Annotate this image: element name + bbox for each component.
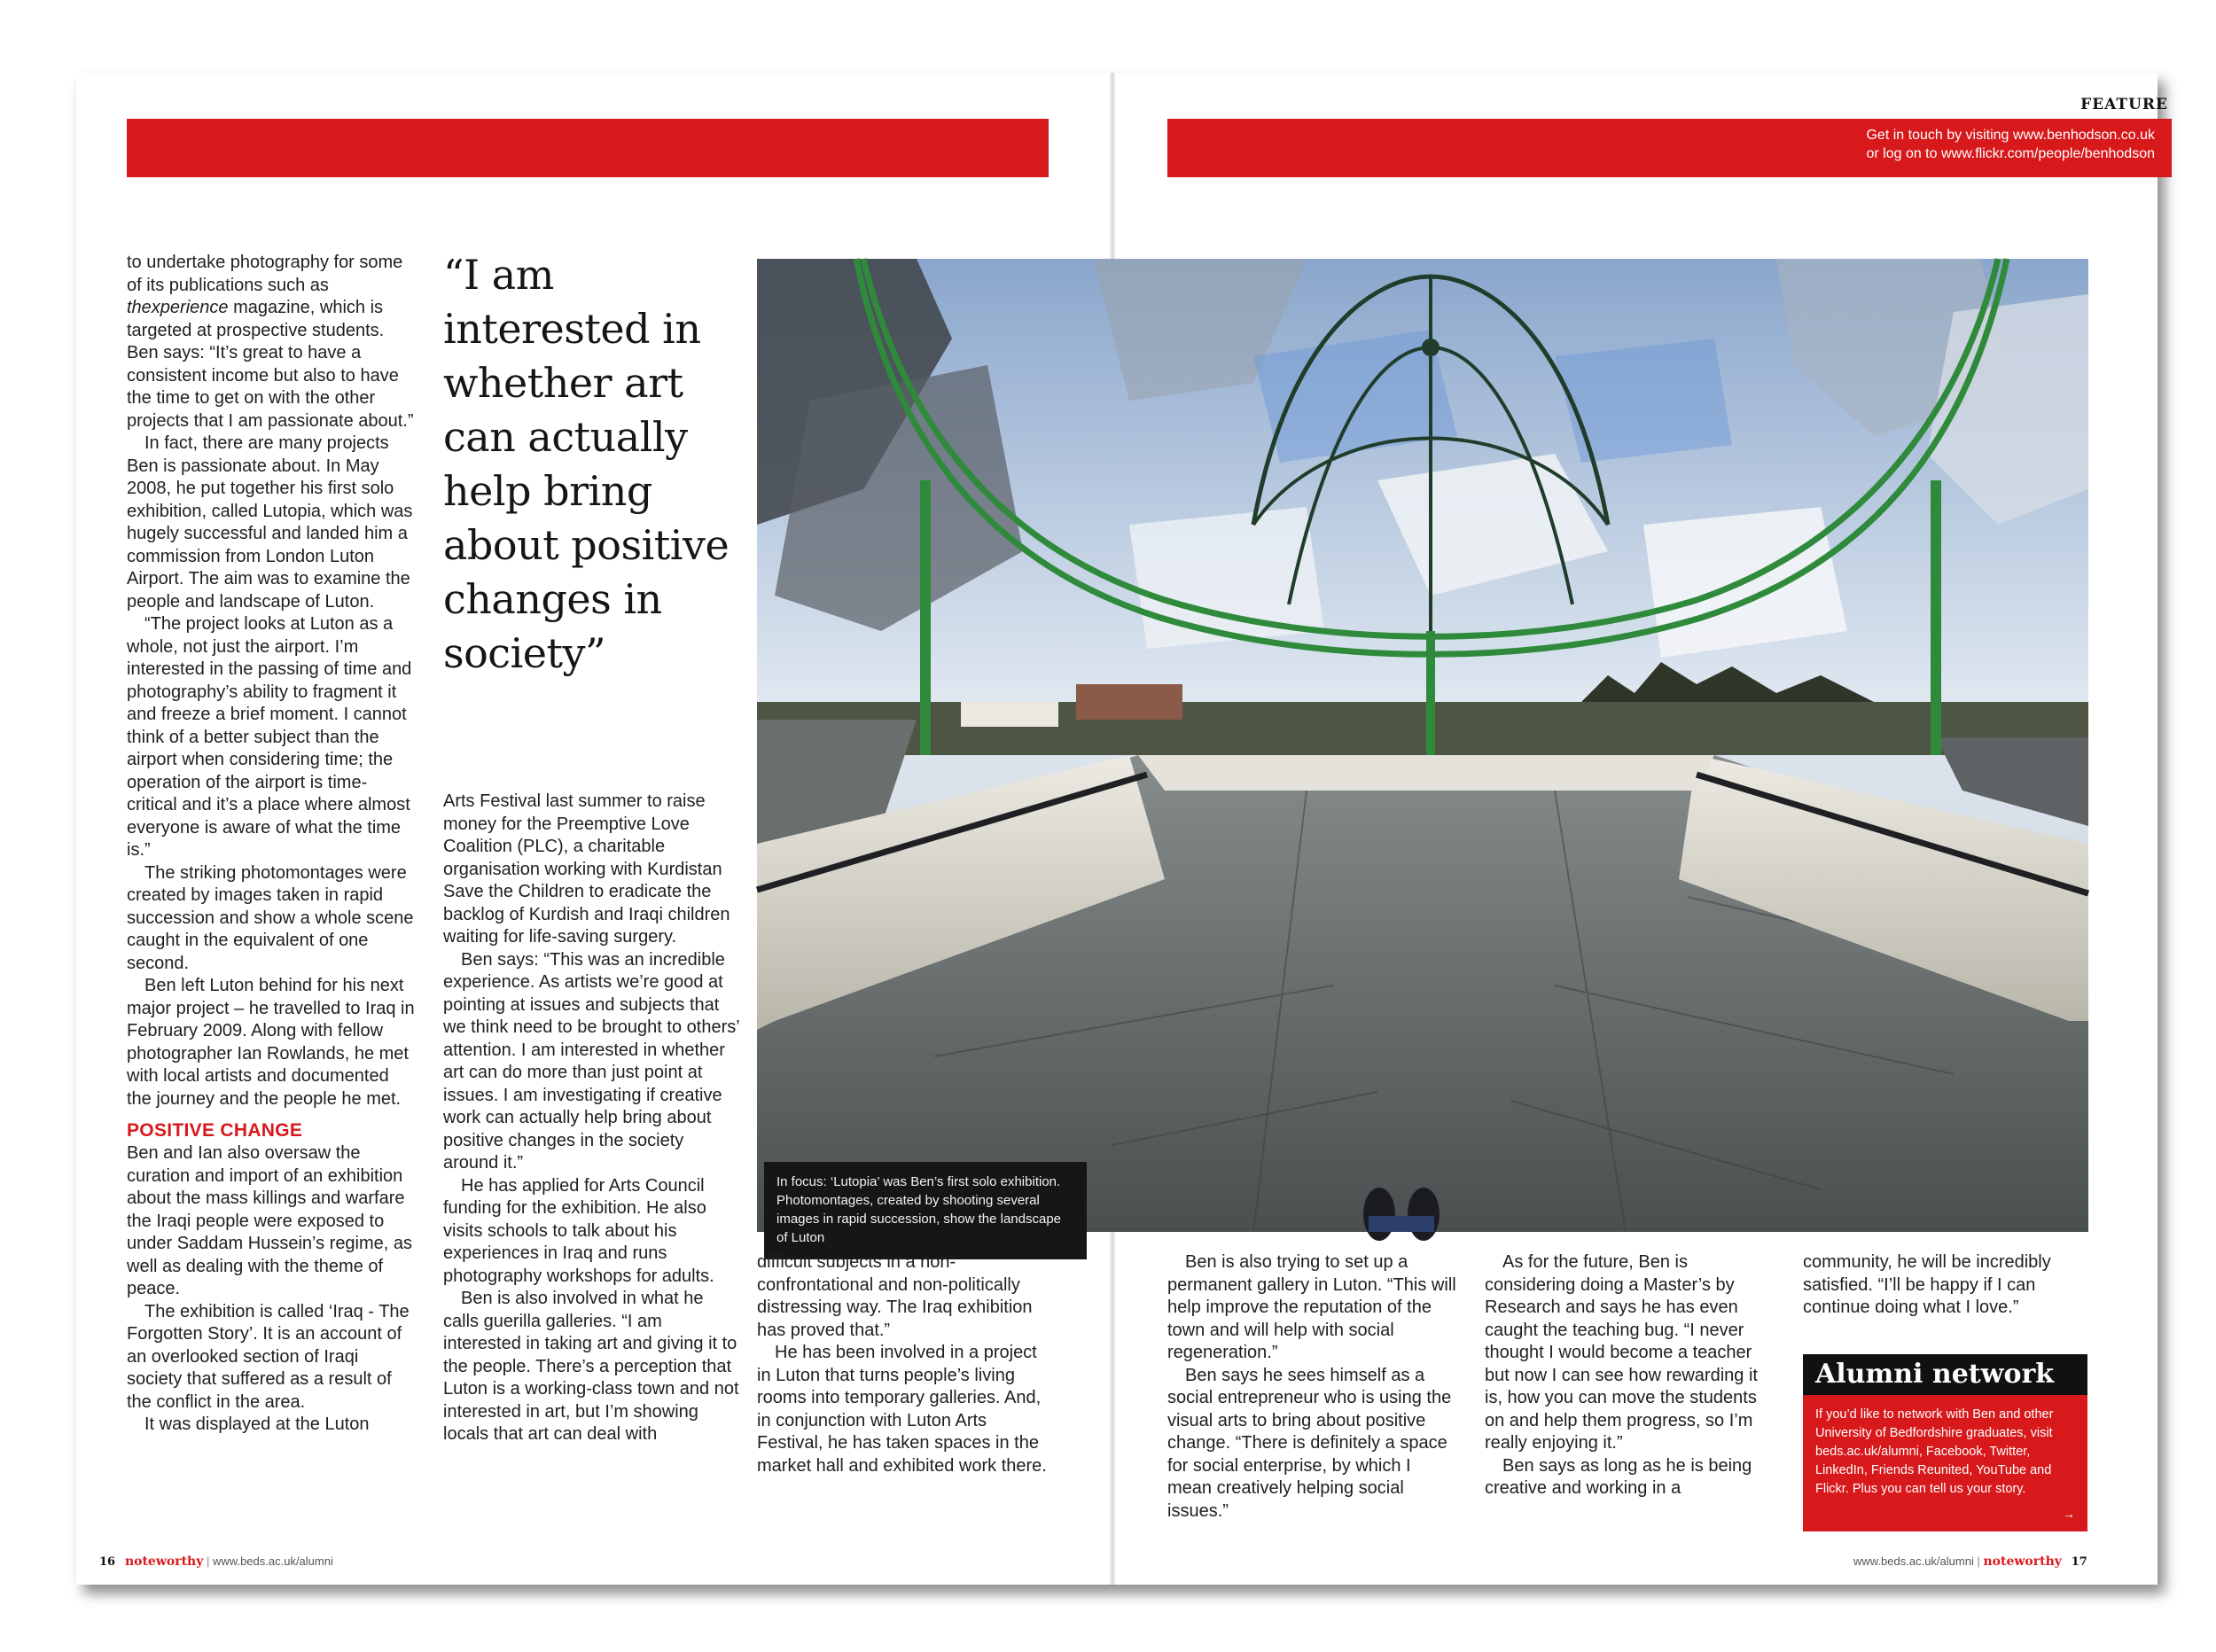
left-header-bar	[127, 119, 1049, 177]
photomontage-graphic	[757, 259, 2088, 1232]
contact-line-1[interactable]: Get in touch by visiting www.benhodson.co.uk	[1866, 128, 2155, 143]
paragraph: As for the future, Ben is considering doing a Master’s by Research and says he has even caught the teaching bug. “I never thought I would become a teacher but now I can see how rewarding it is, how you can move the students on and help them progress, so I’m really enjoying it.”	[1485, 1252, 1758, 1453]
paragraph: Ben says as long as he is being creative and working in a	[1485, 1455, 1752, 1498]
paragraph: Ben and Ian also oversaw the curation and import of an exhibition about the mass killings and warfare the Iraqi people were exposed to under Saddam Hussein’s regime, as well as dealing with the theme of peace.	[127, 1143, 413, 1298]
paragraph: In fact, there are many projects Ben is passionate about. In May 2008, he put together his first solo exhibition, called Lutopia, which was hugely successful and landed him a commission from London Luton Airport. The aim was to examine the people and landscape of Luton.	[127, 433, 413, 612]
alumni-network-body: If you’d like to network with Ben and other University of Bedfordshire graduates, visit beds.ac.uk/alumni, Facebook, Twitter, LinkedIn, Friends Reunited, YouTube and Flickr. Plus you can tell us your story.	[1815, 1407, 2054, 1496]
lutopia-photomontage	[757, 259, 2088, 1245]
contact-line-2[interactable]: or log on to www.flickr.com/people/benhodson	[1866, 146, 2155, 161]
paragraph: “The project looks at Luton as a whole, not just the airport. I’m interested in the passing of time and photography’s ability to fragment it and freeze a brief moment. I cannot think of a better subject than the airport when considering time; the operation of the airport is time-critical and it’s a place where almost everyone is aware of what the time is.”	[127, 614, 412, 860]
magazine-title: thexperience	[127, 298, 229, 317]
building	[1076, 684, 1182, 720]
separator: |	[1977, 1555, 1980, 1568]
left-url[interactable]: www.beds.ac.uk/alumni	[213, 1555, 333, 1568]
article-column-4	[1167, 1251, 1460, 1523]
paragraph: community, he will be incredibly satisfied. “I’ll be happy if I can continue doing what I love.”	[1803, 1252, 2051, 1317]
paragraph: Ben left Luton behind for his next major project – he travelled to Iraq in February 2009. Along with fellow photographer Ian Rowlands, he met with local artists and documented the journey and the people he met.	[127, 976, 415, 1109]
text-run: magazine, which is targeted at prospective students. Ben says: “It’s great to have a consistent income but also to have the time to get on with the other projects that I am passionate about.”	[127, 298, 414, 431]
section-label: FEATURE	[2080, 96, 2168, 113]
paragraph: He has been involved in a project in Luton that turns people’s living rooms into temporary galleries. And, in conjunction with Luton Arts Festival, he has taken spaces in the market hall and exhibited work there.	[757, 1343, 1047, 1476]
pull-quote: “I am interested in whether art can actually help bring about positive changes in society”	[443, 251, 730, 677]
paragraph: Ben is also trying to set up a permanent gallery in Luton. “This will help improve the reputation of the town and will help with social regeneration.”	[1167, 1252, 1456, 1362]
contact-info	[1760, 126, 2155, 163]
article-column-3	[757, 1251, 1054, 1477]
arrow-right-icon: →	[2063, 1507, 2075, 1521]
left-brand: noteworthy	[124, 1555, 204, 1569]
far-wall	[1138, 755, 1714, 791]
article-column-2	[443, 791, 740, 1446]
article-column-5	[1485, 1251, 1777, 1500]
paragraph: The exhibition is called ‘Iraq - The Forgotten Story’. It is an account of an overlooked section of Iraqi society that suffered as a result of the conflict in the area.	[127, 1301, 410, 1412]
right-footer	[1853, 1555, 2087, 1569]
paragraph: Ben says: “This was an incredible experience. As artists we’re good at pointing at issues and subjects that we think need to be brought to others’ attention. I am interested in whether art can do more than just point at issues. I am investigating if creative work can actually help bring about positive changes in the society around it.”	[443, 949, 739, 1173]
paragraph: He has applied for Arts Council funding for the exhibition. He also visits schools to talk about his experiences in Iraq and runs photography workshops for adults.	[443, 1175, 714, 1286]
alumni-network-box	[1803, 1354, 2087, 1531]
paragraph: Ben is also involved in what he calls guerilla galleries. “I am interested in taking art and giving it to the people. There’s a perception that Luton is a working-class town and not interested in art, but I’m showing locals that art can deal with	[443, 1289, 739, 1444]
paragraph: difficult subjects in a non-confrontational and non-politically distressing way. The Iraq exhibition has proved that.”	[757, 1252, 1033, 1340]
right-brand: noteworthy	[1983, 1555, 2062, 1569]
article-column-1	[127, 252, 415, 1437]
right-page-number: 17	[2071, 1555, 2087, 1569]
paragraph: The striking photomontages were created by images taken in rapid succession and show a whole scene caught in the equivalent of one second.	[127, 862, 414, 973]
billboard	[961, 702, 1058, 727]
paragraph: It was displayed at the Luton	[144, 1414, 370, 1434]
magazine-spread	[76, 73, 2168, 1585]
arch-hub	[1422, 339, 1440, 356]
tree-line	[757, 702, 2088, 755]
paragraph: Arts Festival last summer to raise money for the Preemptive Love Coalition (PLC), a charitable organisation working with Kurdistan Save the Children to eradicate the backlog of Kurdish and Iraqi children waiting for life-saving surgery.	[443, 791, 730, 947]
photo-caption: In focus: ‘Lutopia’ was Ben’s first solo exhibition. Photomontages, created by shooting several images in rapid succession, show the landscape of Luton	[764, 1162, 1087, 1259]
left-footer	[99, 1555, 333, 1569]
separator: |	[207, 1555, 210, 1568]
paragraph	[127, 252, 415, 432]
paragraph: Ben says he sees himself as a social entrepreneur who is using the visual arts to bring about positive change. “There is definitely a space for social enterprise, by which I mean creatively helping social issues.”	[1167, 1365, 1452, 1521]
left-page-number: 16	[99, 1555, 116, 1569]
subheading: POSITIVE CHANGE	[127, 1120, 303, 1141]
right-url[interactable]: www.beds.ac.uk/alumni	[1853, 1555, 1974, 1568]
article-column-6	[1803, 1251, 2091, 1320]
alumni-network-title: Alumni network	[1803, 1354, 2087, 1395]
text-run: to undertake photography for some of its publications such as	[127, 253, 403, 295]
